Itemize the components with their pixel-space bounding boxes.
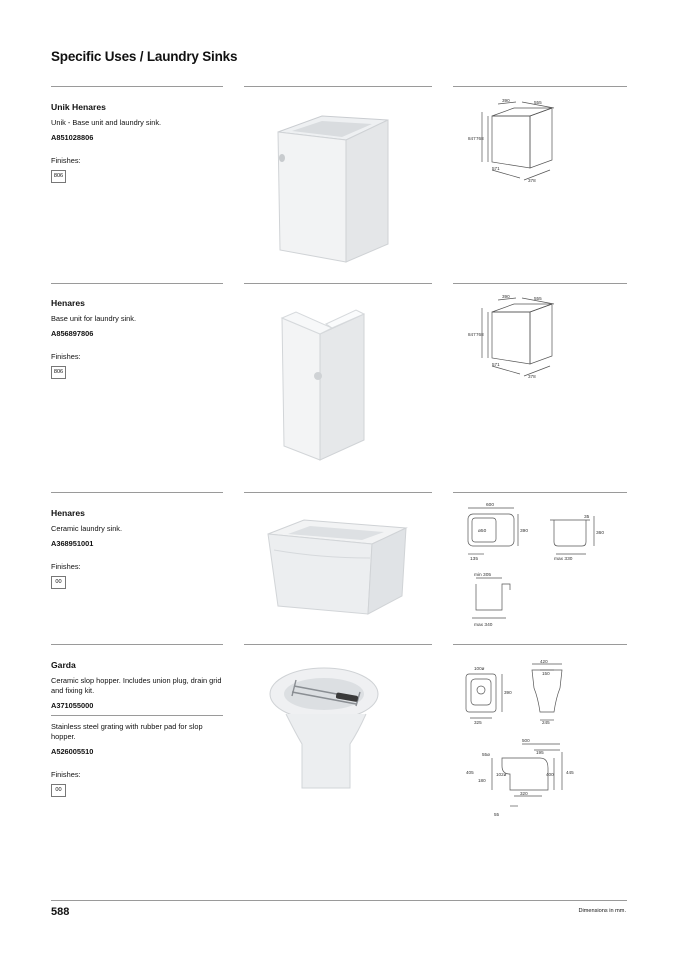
product-description: Ceramic laundry sink. xyxy=(51,524,123,533)
finishes-label: Finishes: xyxy=(51,770,81,779)
finish-chip: 00 xyxy=(51,784,66,797)
page-number: 588 xyxy=(51,906,70,918)
product-description: Unik - Base unit and laundry sink. xyxy=(51,118,162,127)
product-description: Ceramic slop hopper. Includes union plug, drain grid and fixing kit. xyxy=(51,676,222,695)
dim-width-top: 390 xyxy=(502,98,510,103)
section-divider xyxy=(453,86,627,87)
dim-max-width: max 330 xyxy=(554,557,573,562)
section-divider xyxy=(51,283,223,284)
accessory-divider xyxy=(51,715,223,716)
henares-base-drawing xyxy=(462,294,612,386)
garda-drawing xyxy=(462,658,622,818)
product-name: Unik Henares xyxy=(51,102,106,112)
dim-depth-top: 555 xyxy=(534,296,542,301)
finish-chip: 00 xyxy=(51,576,66,589)
section-divider xyxy=(51,492,223,493)
henares-sink-drawing xyxy=(462,500,622,628)
dim-depth-bottom: 571 xyxy=(492,166,500,171)
dim-outlet-height: 405 xyxy=(466,770,474,775)
dim-depth-top: 555 xyxy=(534,100,542,105)
dim-side-offset: 195 xyxy=(536,750,544,755)
dim-outlet-diameter: 100ø xyxy=(474,666,485,671)
section-divider xyxy=(244,283,432,284)
dim-width-bottom: 378 xyxy=(528,178,536,183)
product-description: Base unit for laundry sink. xyxy=(51,314,137,323)
product-unik-henares xyxy=(51,102,223,183)
dim-base-offset: 55 xyxy=(494,812,500,817)
dim-sink-width: 600 xyxy=(486,503,495,508)
dim-base-length: 320 xyxy=(520,791,528,796)
dim-max-depth: max 340 xyxy=(474,623,493,628)
dim-top-depth: 390 xyxy=(504,690,512,695)
garda-photo xyxy=(266,664,386,794)
dim-height-unit: 768 xyxy=(476,136,484,141)
unik-henares-drawing xyxy=(462,98,612,190)
product-code: A856897806 xyxy=(51,329,94,338)
dim-side-length: 500 xyxy=(522,738,530,743)
section-divider xyxy=(51,644,223,645)
finishes-label: Finishes: xyxy=(51,352,81,361)
dim-height-total: 847 xyxy=(468,332,476,337)
section-divider xyxy=(453,492,627,493)
finish-chip: 806 xyxy=(51,170,66,183)
dim-front-base: 245 xyxy=(542,720,550,725)
dim-total-height: 445 xyxy=(566,770,574,775)
accessory-description: Stainless steel grating with rubber pad for slop hopper. xyxy=(51,722,203,741)
section-divider xyxy=(453,283,627,284)
dim-top-width: 325 xyxy=(474,720,482,725)
section-divider xyxy=(453,644,627,645)
accessory-code: A526005510 xyxy=(51,747,94,756)
unik-henares-photo xyxy=(270,104,410,264)
finishes-label: Finishes: xyxy=(51,562,81,571)
finish-chip: 806 xyxy=(51,366,66,379)
dim-depth-bottom: 571 xyxy=(492,362,500,367)
dim-pipe-diameter: 102ø xyxy=(496,772,507,777)
product-garda xyxy=(51,660,223,797)
product-name: Garda xyxy=(51,660,76,670)
dim-width-bottom: 378 xyxy=(528,374,536,379)
dim-height-total: 847 xyxy=(468,136,476,141)
dim-sink-depth: 390 xyxy=(520,529,529,534)
product-henares-sink xyxy=(51,508,223,589)
dim-height-unit: 768 xyxy=(476,332,484,337)
product-code: A851028806 xyxy=(51,133,94,142)
dim-pipe-height: 180 xyxy=(478,778,486,783)
dim-front-inner: 150 xyxy=(542,671,550,676)
henares-sink-photo xyxy=(264,514,414,620)
section-divider xyxy=(244,86,432,87)
page-title: Specific Uses / Laundry Sinks xyxy=(51,49,238,64)
dim-rim: 35 xyxy=(584,515,590,520)
dimensions-note: Dimensions in mm. xyxy=(578,908,626,914)
dim-rim-height: 400 xyxy=(546,772,554,777)
henares-base-photo xyxy=(276,304,406,466)
section-divider xyxy=(244,492,432,493)
dim-drain-offset: 135 xyxy=(470,557,479,562)
section-divider xyxy=(51,86,223,87)
dim-front-width: 420 xyxy=(540,659,548,664)
footer-divider xyxy=(51,900,627,901)
product-name: Henares xyxy=(51,508,85,518)
product-name: Henares xyxy=(51,298,85,308)
finishes-label: Finishes: xyxy=(51,156,81,165)
product-code: A371055000 xyxy=(51,701,94,710)
dim-drain-diameter: ø50 xyxy=(478,529,487,534)
dim-sink-height: 360 xyxy=(596,531,605,536)
dim-inlet-diameter: 55ø xyxy=(482,752,490,757)
section-divider xyxy=(244,644,432,645)
dim-width-top: 390 xyxy=(502,294,510,299)
dim-min-height: min 305 xyxy=(474,573,492,578)
product-henares-base xyxy=(51,298,223,379)
product-code: A368951001 xyxy=(51,539,94,548)
